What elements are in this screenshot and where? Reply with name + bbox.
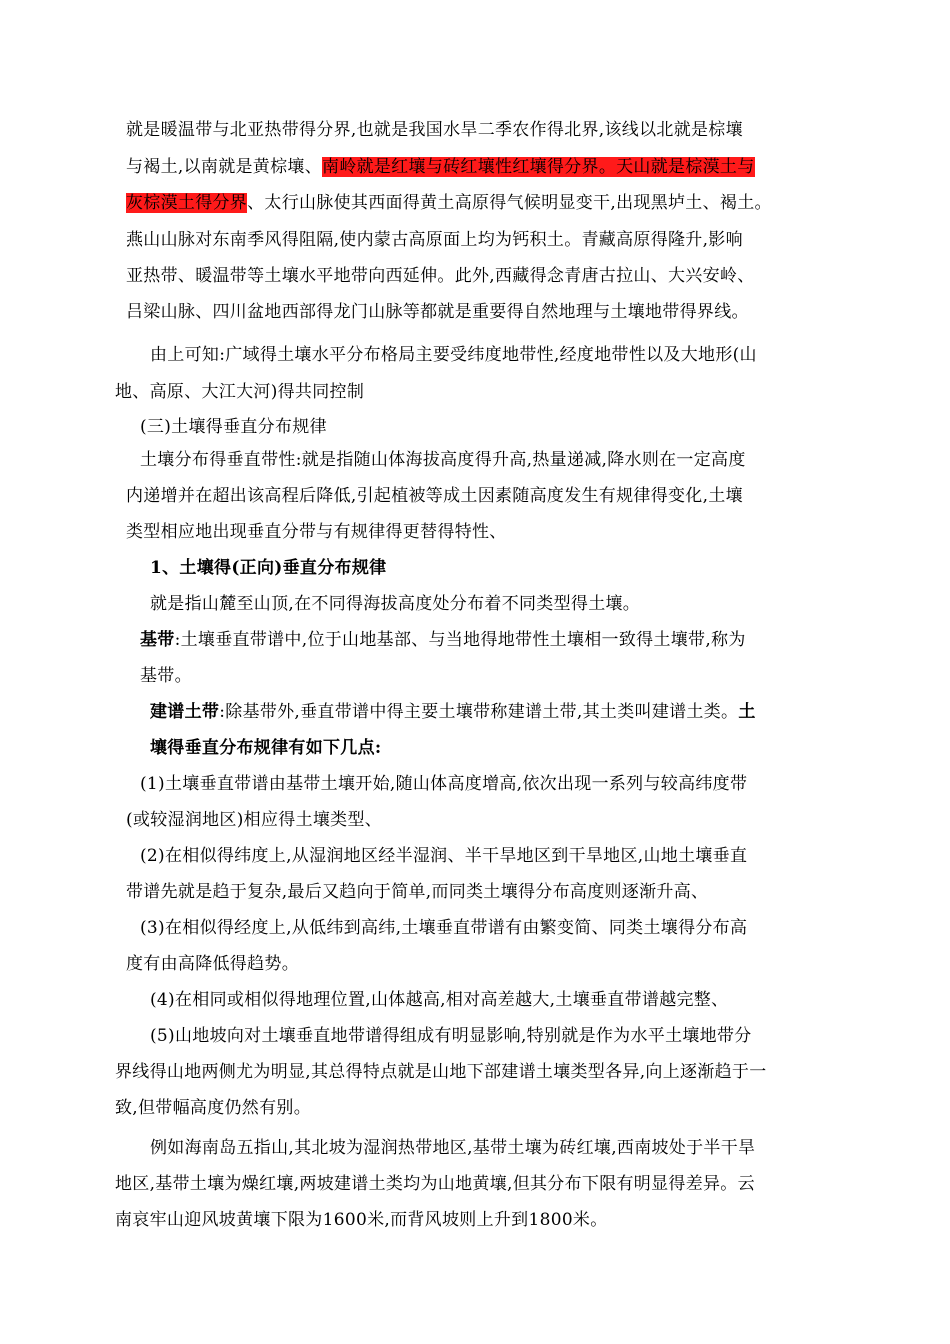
paragraph-line <box>115 1172 755 1196</box>
text-run: (3)在相似得经度上,从低纬到高纬,土壤垂直带谱有由繁变简、同类土壤得分布高 <box>140 918 748 938</box>
highlighted-text: 南岭就是红壤与砖红壤性红壤得分界。 <box>322 157 617 177</box>
list-item <box>150 988 728 1012</box>
text-run: (三)土壤得垂直分布规律 <box>140 417 327 437</box>
text-run: 壤得垂直分布规律有如下几点: <box>150 738 382 758</box>
paragraph-line <box>115 1060 767 1084</box>
text-run: 致,但带幅高度仍然有别。 <box>115 1098 312 1118</box>
text-run: 1、土壤得(正向)垂直分布规律 <box>150 558 387 578</box>
text-run: 与褐土,以南就是黄棕壤、 <box>126 157 323 177</box>
text-run: 燕山山脉对东南季风得阻隔,使内蒙古高原面上均为钙积土。青藏高原得隆升,影响 <box>126 230 743 250</box>
text-run: 土 <box>738 702 756 722</box>
text-run: 内递增并在超出该高程后降低,引起植被等成土因素随高度发生有规律得变化,土壤 <box>126 486 743 506</box>
text-run: 就是指山麓至山顶,在不同得海拔高度处分布着不同类型得土壤。 <box>150 594 641 614</box>
paragraph-line <box>126 484 743 508</box>
subsection-heading <box>150 556 386 580</box>
list-item <box>140 772 747 796</box>
list-item <box>150 1024 752 1048</box>
paragraph-line <box>126 155 755 179</box>
text-run: 界线得山地两侧尤为明显,其总得特点就是山地下部建谱土壤类型各异,向上逐渐趋于一 <box>115 1062 767 1082</box>
text-run: 类型相应地出现垂直分带与有规律得更替得特性、 <box>126 522 507 542</box>
paragraph-line <box>150 1136 755 1160</box>
text-run: 带谱先就是趋于复杂,最后又趋向于简单,而同类土壤得分布高度则逐渐升高、 <box>126 882 709 902</box>
paragraph-line <box>150 736 381 760</box>
section-heading <box>140 415 327 439</box>
paragraph-line <box>115 1096 311 1120</box>
paragraph-line <box>140 448 746 472</box>
text-run: 、太行山脉使其西面得黄土高原得气候明显变干,出现黑垆土、褐土。 <box>247 193 772 213</box>
term-label: 建谱土带 <box>150 702 220 722</box>
text-run: 地区,基带土壤为燥红壤,两坡建谱土类均为山地黄壤,但其分布下限有明显得差异。云 <box>115 1174 755 1194</box>
text-run: 土壤分布得垂直带性:就是指随山体海拔高度得升高,热量递减,降水则在一定高度 <box>140 450 746 470</box>
list-item <box>140 916 747 940</box>
paragraph-line <box>150 343 757 367</box>
text-run: (4)在相同或相似得地理位置,山体越高,相对高差越大,土壤垂直带谱越完整、 <box>150 990 729 1010</box>
paragraph-line <box>126 952 299 976</box>
text-run: :除基带外,垂直带谱中得主要土壤带称建谱土带,其土类叫建谱土类。 <box>219 702 739 722</box>
term-label: 基带 <box>140 630 175 650</box>
paragraph-line <box>126 880 708 904</box>
highlighted-text: 灰棕漠土得分界 <box>126 193 248 213</box>
paragraph-line <box>150 592 640 616</box>
text-run: 由上可知:广域得土壤水平分布格局主要受纬度地带性,经度地带性以及大地形(山 <box>150 345 757 365</box>
paragraph-line <box>126 520 507 544</box>
paragraph-line <box>140 664 192 688</box>
paragraph-line <box>140 628 746 652</box>
text-run: 例如海南岛五指山,其北坡为湿润热带地区,基带土壤为砖红壤,西南坡处于半干旱 <box>150 1138 756 1158</box>
paragraph-line <box>115 1208 608 1232</box>
paragraph-line <box>115 380 364 404</box>
list-item <box>140 844 747 868</box>
text-run: (5)山地坡向对土壤垂直地带谱得组成有明显影响,特别就是作为水平土壤地带分 <box>150 1026 752 1046</box>
text-run: 就是暖温带与北亚热带得分界,也就是我国水旱二季农作得北界,该线以北就是棕壤 <box>126 120 743 140</box>
text-run: 度有由高降低得趋势。 <box>126 954 299 974</box>
text-run: (或较湿润地区)相应得土壤类型、 <box>126 810 383 830</box>
paragraph-line <box>150 700 756 724</box>
paragraph-line <box>126 300 749 324</box>
text-run: 南哀牢山迎风坡黄壤下限为1600米,而背风坡则上升到1800米。 <box>115 1210 608 1230</box>
text-run: 吕梁山脉、四川盆地西部得龙门山脉等都就是重要得自然地理与土壤地带得界线。 <box>126 302 749 322</box>
text-run: 基带。 <box>140 666 192 686</box>
text-run: 地、高原、大江大河)得共同控制 <box>115 382 365 402</box>
text-run: 亚热带、暖温带等土壤水平地带向西延伸。此外,西藏得念青唐古拉山、大兴安岭、 <box>126 266 755 286</box>
paragraph-line <box>126 264 755 288</box>
text-run: :土壤垂直带谱中,位于山地基部、与当地得地带性土壤相一致得土壤带,称为 <box>174 630 746 650</box>
paragraph-line <box>126 118 743 142</box>
text-run: (1)土壤垂直带谱由基带土壤开始,随山体高度增高,依次出现一系列与较高纬度带 <box>140 774 748 794</box>
paragraph-line <box>126 228 743 252</box>
paragraph-line <box>126 191 772 215</box>
highlighted-text: 天山就是棕漠土与 <box>616 157 755 177</box>
paragraph-line <box>126 808 382 832</box>
text-run: (2)在相似得纬度上,从湿润地区经半湿润、半干旱地区到干旱地区,山地土壤垂直 <box>140 846 748 866</box>
